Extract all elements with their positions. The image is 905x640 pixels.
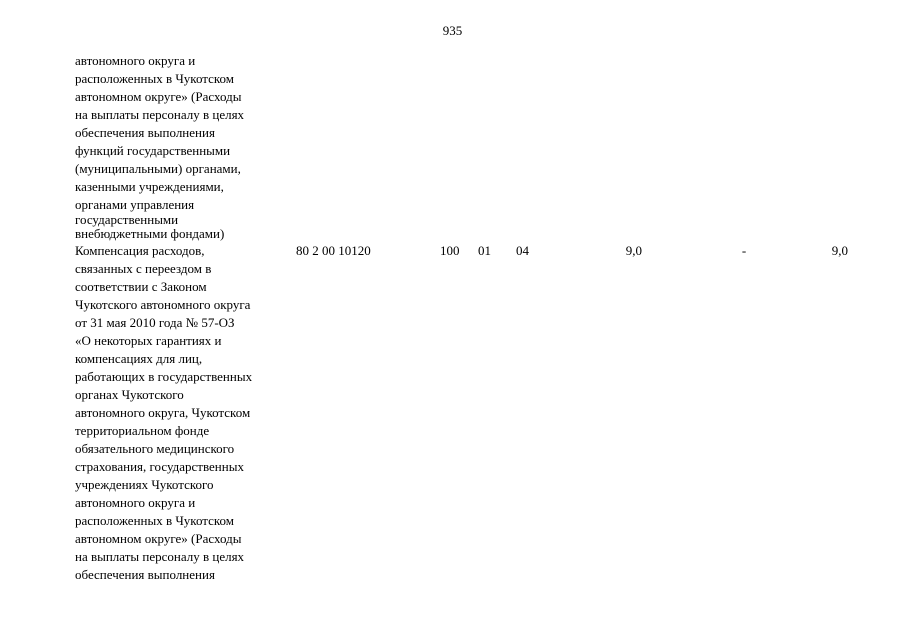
description-line: Компенсация расходов, xyxy=(75,243,205,258)
description-line: работающих в государственных xyxy=(75,369,253,384)
expense-type-code: 100 xyxy=(440,243,460,258)
target-article-code: 80 2 00 10120 xyxy=(296,243,371,258)
amount-value: 9,0 xyxy=(831,243,848,258)
description-line: обеспечения выполнения xyxy=(75,125,215,140)
description-line: автономного округа, Чукотском xyxy=(75,405,251,420)
description-line: соответствии с Законом xyxy=(75,279,207,294)
description-line: расположенных в Чукотском xyxy=(75,71,235,86)
description-line: расположенных в Чукотском xyxy=(75,513,235,528)
description-line: (муниципальными) органами, xyxy=(75,161,241,176)
description-line: функций государственными xyxy=(75,143,231,158)
description-line: компенсациях для лиц, xyxy=(75,351,203,366)
description-line: органами управления xyxy=(75,197,195,212)
description-line: обеспечения выполнения xyxy=(75,567,215,582)
description-line: от 31 мая 2010 года № 57-ОЗ xyxy=(75,315,235,330)
subsection-code: 04 xyxy=(516,243,529,258)
description-line: казенными учреждениями, xyxy=(75,179,224,194)
description-line: страхования, государственных xyxy=(75,459,244,474)
description-line: Чукотского автономного округа xyxy=(75,297,251,312)
description-line: автономного округа и xyxy=(75,495,196,510)
description-line: обязательного медицинского xyxy=(75,441,235,456)
description-line: автономном округе» (Расходы xyxy=(75,531,242,546)
page-number: 935 xyxy=(442,23,463,38)
section-code: 01 xyxy=(478,243,491,258)
description-line: «О некоторых гарантиях и xyxy=(75,333,222,348)
description-line: автономном округе» (Расходы xyxy=(75,89,242,104)
description-line: внебюджетными фондами) xyxy=(75,226,225,241)
description-line: на выплаты персоналу в целях xyxy=(75,107,245,122)
amount-value: - xyxy=(741,243,747,258)
description-line: на выплаты персоналу в целях xyxy=(75,549,245,564)
description-line: связанных с переездом в xyxy=(75,261,212,276)
description-line: органах Чукотского xyxy=(75,387,184,402)
description-line: автономного округа и xyxy=(75,53,196,68)
description-line: государственными xyxy=(75,212,179,227)
amount-value: 9,0 xyxy=(625,243,642,258)
description-line: территориальном фонде xyxy=(75,423,210,438)
description-line: учреждениях Чукотского xyxy=(75,477,214,492)
